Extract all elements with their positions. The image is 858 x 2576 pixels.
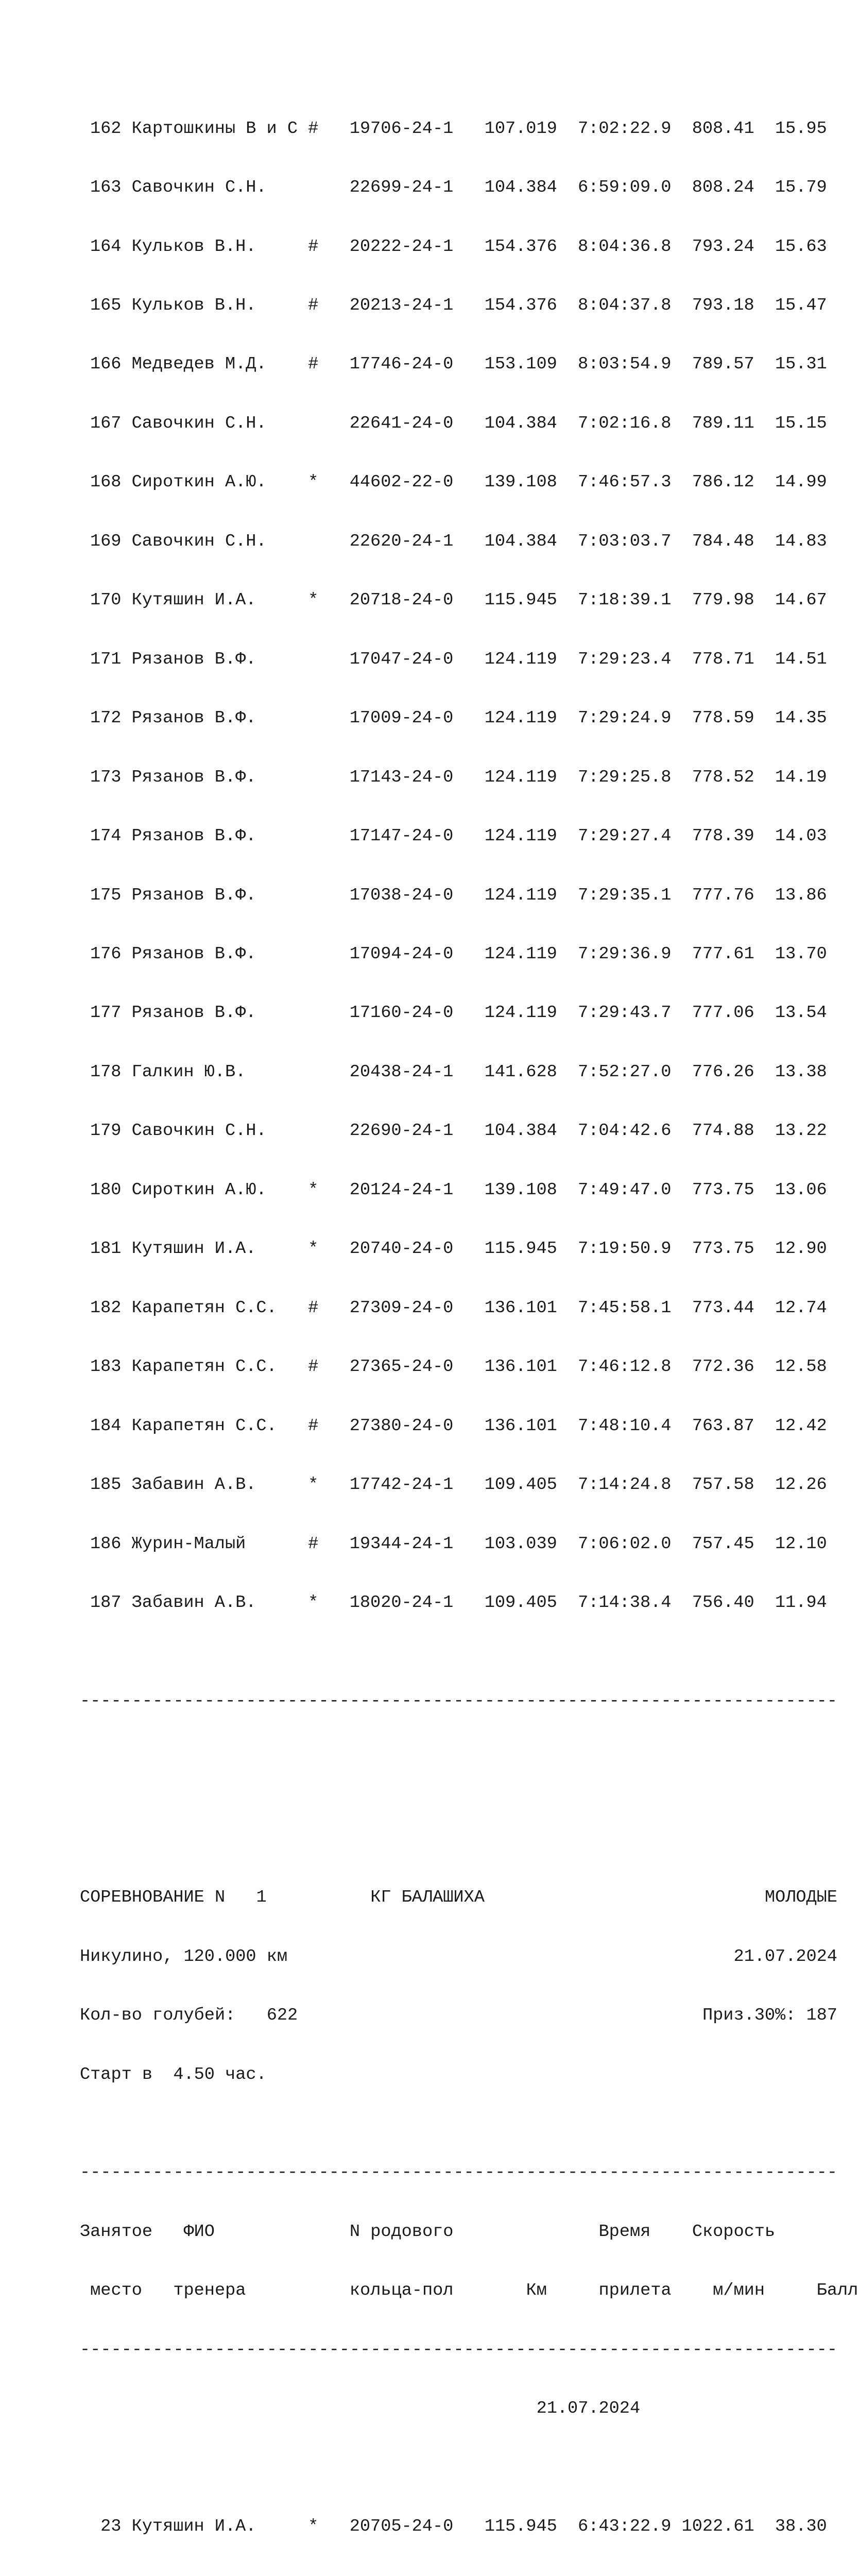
result-row: 181 Кутяшин И.А. * 20740-24-0 115.945 7:19:50.9 773.75 12.90 bbox=[80, 1239, 832, 1259]
result-row: 175 Рязанов В.Ф. 17038-24-0 124.119 7:29:35.1 777.76 13.86 bbox=[80, 886, 832, 905]
result-row: 184 Карапетян С.С. # 27380-24-0 136.101 7:48:10.4 763.87 12.42 bbox=[80, 1416, 832, 1436]
result-row: 164 Кульков В.Н. # 20222-24-1 154.376 8:04:36.8 793.24 15.63 bbox=[80, 237, 832, 257]
result-row: 176 Рязанов В.Ф. 17094-24-0 124.119 7:29:36.9 777.61 13.70 bbox=[80, 944, 832, 964]
result-row: 187 Забавин А.В. * 18020-24-1 109.405 7:14:38.4 756.40 11.94 bbox=[80, 1593, 832, 1613]
result-row: 170 Кутяшин И.А. * 20718-24-0 115.945 7:18:39.1 779.98 14.67 bbox=[80, 590, 832, 610]
separator-rule: ------------------------------------------------------------------------- bbox=[80, 2163, 832, 2182]
result-row: 23 Кутяшин И.А. * 20705-24-0 115.945 6:43:22.9 1022.61 38.30 bbox=[80, 2517, 832, 2536]
result-row: 167 Савочкин С.Н. 22641-24-0 104.384 7:02:16.8 789.11 15.15 bbox=[80, 414, 832, 433]
result-row: 171 Рязанов В.Ф. 17047-24-0 124.119 7:29:23.4 778.71 14.51 bbox=[80, 650, 832, 669]
result-row: 177 Рязанов В.Ф. 17160-24-0 124.119 7:29:43.7 777.06 13.54 bbox=[80, 1003, 832, 1023]
result-row: 178 Галкин Ю.В. 20438-24-1 141.628 7:52:27.0 776.26 13.38 bbox=[80, 1062, 832, 1082]
column-header-line-1: Занятое ФИО N родового Время Скорость bbox=[80, 2222, 832, 2242]
group1-table bbox=[80, 2478, 832, 2576]
result-row: 174 Рязанов В.Ф. 17147-24-0 124.119 7:29:27.4 778.39 14.03 bbox=[80, 826, 832, 846]
competition-header bbox=[80, 1849, 832, 2124]
result-row: 182 Карапетян С.С. # 27309-24-0 136.101 7:45:58.1 773.44 12.74 bbox=[80, 1298, 832, 1318]
results-sheet bbox=[80, 40, 832, 2576]
result-row: 163 Савочкин С.Н. 22699-24-1 104.384 6:59:09.0 808.24 15.79 bbox=[80, 178, 832, 197]
result-row: 186 Журин-Малый # 19344-24-1 103.039 7:06:02.0 757.45 12.10 bbox=[80, 1534, 832, 1554]
result-row: 173 Рязанов В.Ф. 17143-24-0 124.119 7:29:25.8 778.52 14.19 bbox=[80, 768, 832, 787]
result-row: 162 Картошкины В и С # 19706-24-1 107.019 7:02:22.9 808.41 15.95 bbox=[80, 119, 832, 139]
separator-rule: ------------------------------------------------------------------------- bbox=[80, 1691, 832, 1711]
result-row: 180 Сироткин А.Ю. * 20124-24-1 139.108 7:49:47.0 773.75 13.06 bbox=[80, 1180, 832, 1200]
result-row: 165 Кульков В.Н. # 20213-24-1 154.376 8:04:37.8 793.18 15.47 bbox=[80, 296, 832, 315]
result-row: 169 Савочкин С.Н. 22620-24-1 104.384 7:03:03.7 784.48 14.83 bbox=[80, 532, 832, 551]
location-date-line: Никулино, 120.000 км 21.07.2024 bbox=[80, 1947, 832, 1967]
pigeon-count-line: Кол-во голубей: 622 Приз.30%: 187 bbox=[80, 2006, 832, 2025]
result-row: 166 Медведев М.Д. # 17746-24-0 153.109 8:03:54.9 789.57 15.31 bbox=[80, 354, 832, 374]
separator-rule: ------------------------------------------------------------------------- bbox=[80, 2340, 832, 2360]
top-results-table bbox=[80, 79, 832, 1652]
group-date: 21.07.2024 bbox=[80, 2399, 832, 2418]
result-row: 172 Рязанов В.Ф. 17009-24-0 124.119 7:29:24.9 778.59 14.35 bbox=[80, 708, 832, 728]
start-time-line: Старт в 4.50 час. bbox=[80, 2065, 832, 2084]
column-header-line-2: место тренера кольца-пол Км прилета м/мин Балл bbox=[80, 2281, 832, 2300]
result-row: 168 Сироткин А.Ю. * 44602-22-0 139.108 7:46:57.3 786.12 14.99 bbox=[80, 472, 832, 492]
result-row: 183 Карапетян С.С. # 27365-24-0 136.101 7:46:12.8 772.36 12.58 bbox=[80, 1357, 832, 1377]
competition-title-line: СОРЕВНОВАНИЕ N 1 КГ БАЛАШИХА МОЛОДЫЕ bbox=[80, 1888, 832, 1907]
result-row: 185 Забавин А.В. * 17742-24-1 109.405 7:14:24.8 757.58 12.26 bbox=[80, 1475, 832, 1495]
result-row: 179 Савочкин С.Н. 22690-24-1 104.384 7:04:42.6 774.88 13.22 bbox=[80, 1121, 832, 1141]
